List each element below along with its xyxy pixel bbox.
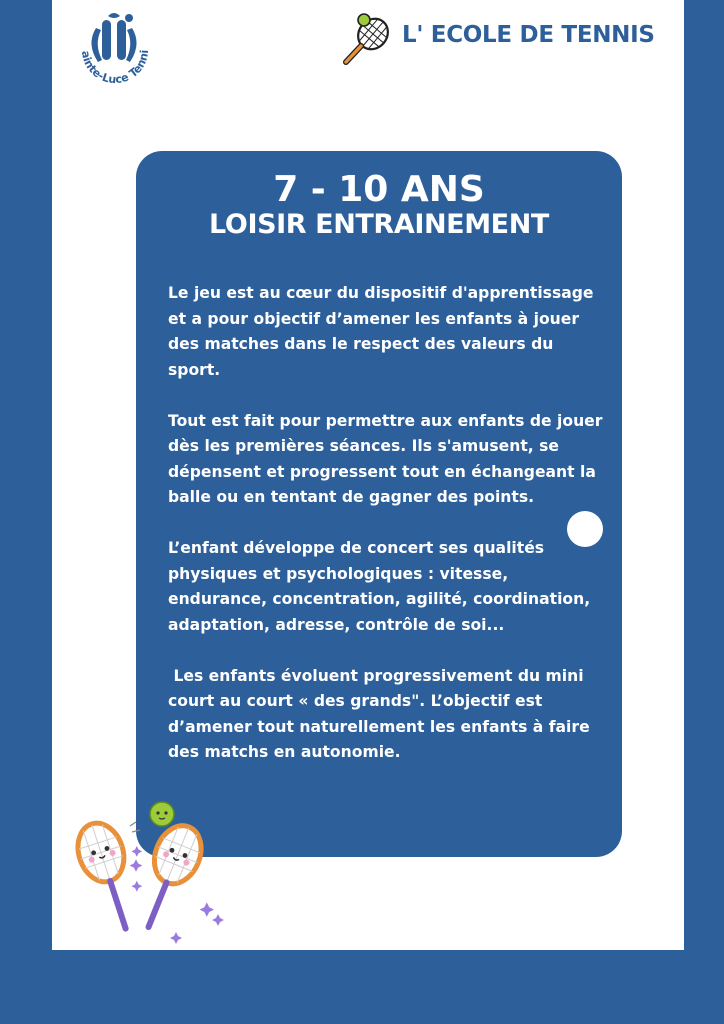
program-subtitle: LOISIR ENTRAINEMENT	[209, 209, 549, 240]
content-card	[136, 151, 622, 857]
age-heading: 7 - 10 ANS	[273, 169, 485, 210]
paragraph-4: Les enfants évoluent progressivement du mini court au court « des grands". L’objectif est d’amener tout naturellement les enfants à faire des matchs en autonomie.	[168, 666, 596, 761]
club-logo-text: ainte-Luce Tenni	[78, 49, 152, 87]
header-title: L' ECOLE DE TENNIS	[402, 22, 655, 48]
page-sheet	[52, 0, 684, 950]
description	[168, 281, 604, 766]
paragraph-2: Tout est fait pour permettre aux enfants de jouer dès les premières séances. Ils s'amusent, se dépensent et progressent tout en échangeant la balle ou en tentant de gagner des points.	[168, 411, 603, 506]
white-ball-dot	[567, 511, 603, 547]
club-logo	[72, 10, 158, 102]
club-logo-icon	[72, 10, 158, 102]
paragraph-3: L’enfant développe de concert ses qualités physiques et psychologiques : vitesse, endurance, concentration, agilité, coordination, adaptation, adresse, contrôle de soi...	[168, 539, 591, 634]
cartoon-rackets-ball-icon	[66, 792, 226, 952]
decoration	[66, 792, 226, 952]
header	[340, 10, 680, 70]
svg-text:Sainte-Luce Tennis	[72, 10, 151, 86]
paragraph-1: Le jeu est au cœur du dispositif d'apprentissage et a pour objectif d’amener les enfants à jouer des matches dans le respect des valeurs du sport.	[168, 284, 594, 379]
tennis-racket-ball-icon	[340, 10, 396, 68]
